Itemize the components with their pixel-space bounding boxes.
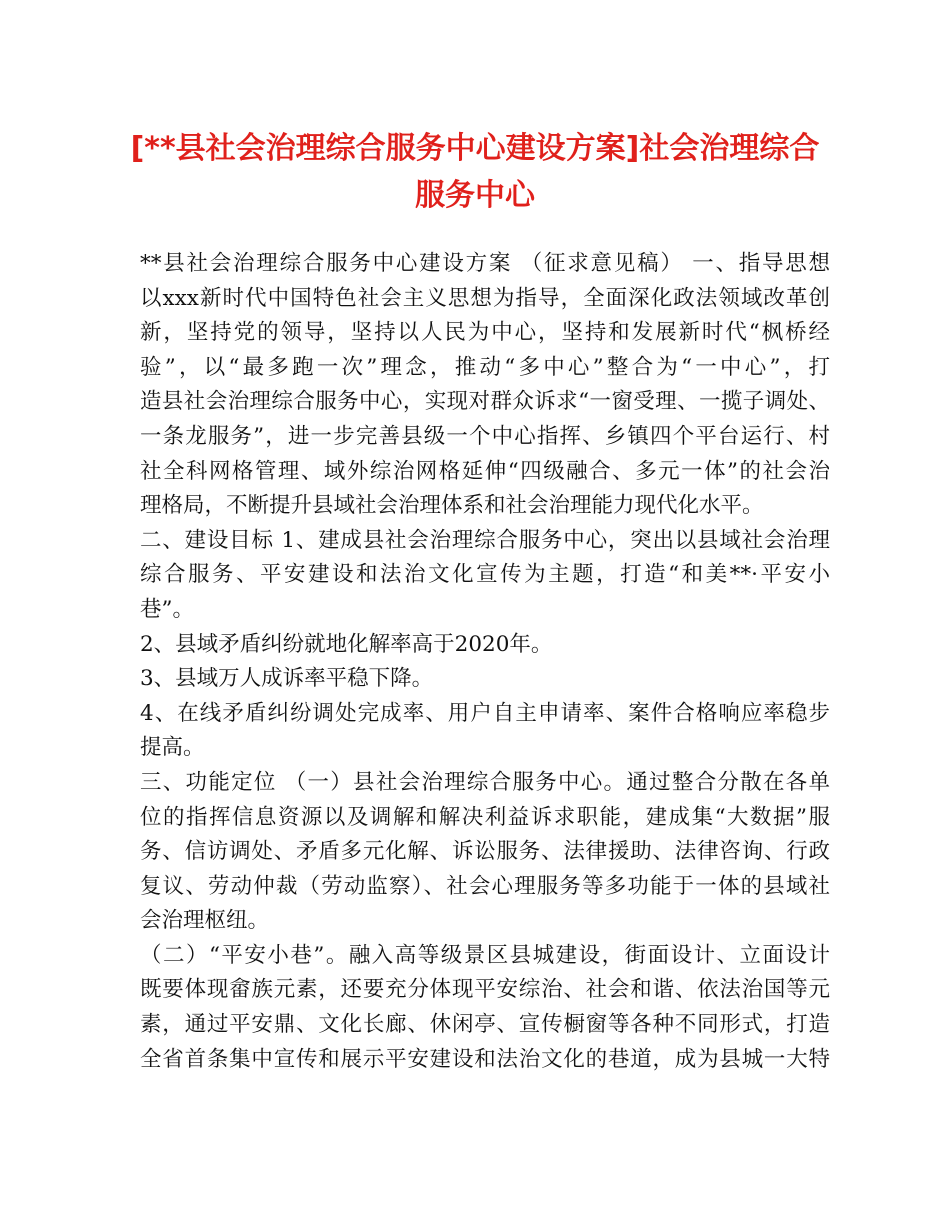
body-line: 新，坚持党的领导，坚持以人民为中心，坚持和发展新时代“枫桥经 bbox=[140, 320, 830, 346]
body-line: 巷”。 bbox=[140, 596, 194, 622]
body-line: 综合服务、平安建设和法治文化宣传为主题，打造“和美**·平安小 bbox=[140, 562, 830, 588]
body-line: 提高。 bbox=[140, 735, 205, 761]
body-line: 以xxx新时代中国特色社会主义思想为指导，全面深化政法领域改革创 bbox=[140, 285, 830, 311]
body-line: 复议、劳动仲裁（劳动监察）、社会心理服务等多功能于一体的县域社 bbox=[140, 873, 830, 899]
body-line: **县社会治理综合服务中心建设方案 （征求意见稿） 一、指导思想 bbox=[140, 251, 830, 276]
body-line: 一条龙服务”，进一步完善县级一个中心指挥、乡镇四个平台运行、村 bbox=[140, 423, 830, 449]
body-line: 造县社会治理综合服务中心，实现对群众诉求“一窗受理、一揽子调处、 bbox=[140, 389, 830, 415]
body-line: 位的指挥信息资源以及调解和解决利益诉求职能，建成集“大数据”服 bbox=[140, 804, 830, 830]
body-line: 会治理枢纽。 bbox=[140, 908, 270, 934]
body-line: 既要体现畲族元素，还要充分体现平安综治、社会和谐、依法治国等元 bbox=[140, 977, 830, 1003]
body-line: 务、信访调处、矛盾多元化解、诉讼服务、法律援助、法律咨询、行政 bbox=[140, 839, 830, 865]
document-title-line-2: 服务中心 bbox=[415, 178, 535, 213]
document-body bbox=[140, 247, 830, 1077]
body-line: 3、县域万人成诉率平稳下降。 bbox=[140, 666, 434, 692]
body-line: 二、建设目标 1、建成县社会治理综合服务中心，突出以县域社会治理 bbox=[140, 527, 830, 553]
body-line: 验”，以“最多跑一次”理念，推动“多中心”整合为“一中心”，打 bbox=[140, 354, 830, 380]
document-title-line-1: [**县社会治理综合服务中心建设方案]社会治理综合 bbox=[130, 131, 820, 166]
body-line: 全省首条集中宣传和展示平安建设和法治文化的巷道，成为县城一大特 bbox=[140, 1046, 830, 1072]
body-line: 4、在线矛盾纠纷调处完成率、用户自主申请率、案件合格响应率稳步 bbox=[140, 700, 830, 726]
body-line: 2、县域矛盾纠纷就地化解率高于2020年。 bbox=[140, 631, 553, 657]
body-line: 三、功能定位 （一）县社会治理综合服务中心。通过整合分散在各单 bbox=[140, 769, 830, 795]
body-line: 理格局，不断提升县域社会治理体系和社会治理能力现代化水平。 bbox=[140, 493, 764, 519]
body-line: （二）“平安小巷”。融入高等级景区县城建设，街面设计、立面设计 bbox=[140, 942, 830, 968]
body-line: 社全科网格管理、域外综治网格延伸“四级融合、多元一体”的社会治 bbox=[140, 458, 830, 484]
body-line: 素，通过平安鼎、文化长廊、休闲亭、宣传橱窗等各种不同形式，打造 bbox=[140, 1012, 830, 1038]
